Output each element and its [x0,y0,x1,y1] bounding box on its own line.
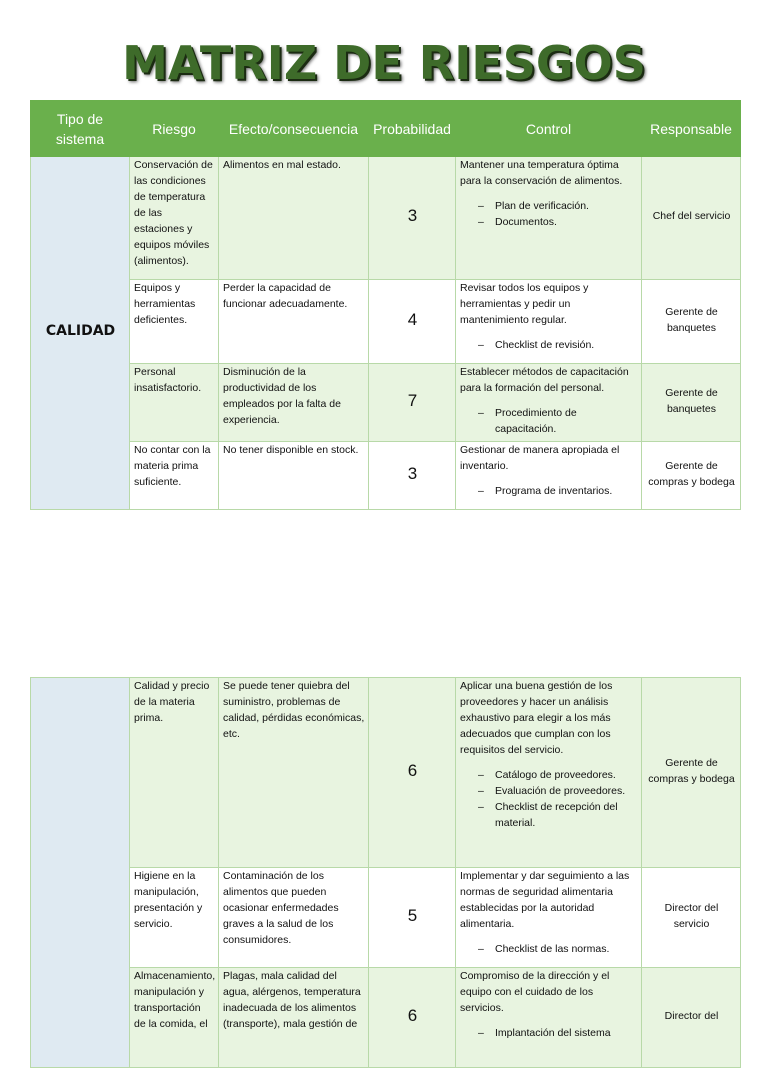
control-list-item: – Checklist de las normas. [460,941,638,957]
control-list [460,198,638,230]
responsable-cell: Gerente de compras y bodega [642,678,741,868]
riesgo-cell: Personal insatisfactorio. [130,364,219,442]
probabilidad-cell: 3 [369,442,456,510]
responsable-cell: Director del servicio [642,868,741,968]
table-row [31,280,741,364]
table-header-row [31,101,741,157]
control-cell [456,442,642,510]
riesgo-cell: Higiene en la manipulación, presentación y servicio. [130,868,219,968]
probabilidad-cell: 6 [369,968,456,1068]
responsable-cell: Director del [642,968,741,1068]
responsable-cell: Gerente de banquetes [642,364,741,442]
header-efecto: Efecto/consecuencia [219,101,369,157]
table-row [31,364,741,442]
table-row [31,157,741,280]
efecto-cell: Plagas, mala calidad del agua, alérgenos, temperatura inadecuada de los alimentos (transporte), mala gestión de [219,968,369,1068]
control-list-item: – Checklist de revisión. [460,337,638,353]
category-cell-calidad: CALIDAD [31,157,130,510]
probabilidad-cell: 5 [369,868,456,968]
riesgo-cell: Equipos y herramientas deficientes. [130,280,219,364]
risk-matrix-table [30,100,741,510]
table-row [31,678,741,868]
efecto-cell: Perder la capacidad de funcionar adecuadamente. [219,280,369,364]
control-cell [456,280,642,364]
header-control: Control [456,101,642,157]
table-row [31,442,741,510]
control-cell [456,157,642,280]
riesgo-cell: No contar con la materia prima suficiente. [130,442,219,510]
control-text: Establecer métodos de capacitación para la formación del personal. [460,366,629,394]
control-list-item: – Checklist de recepción del material. [460,799,638,831]
efecto-cell: Alimentos en mal estado. [219,157,369,280]
probabilidad-cell: 3 [369,157,456,280]
probabilidad-cell: 7 [369,364,456,442]
efecto-cell: No tener disponible en stock. [219,442,369,510]
control-list-item: – Evaluación de proveedores. [460,783,638,799]
risk-matrix-table-continued [30,677,741,1068]
responsable-cell: Gerente de compras y bodega [642,442,741,510]
control-list [460,483,638,499]
control-list-item: – Programa de inventarios. [460,483,638,499]
control-cell [456,678,642,868]
header-riesgo: Riesgo [130,101,219,157]
table-row [31,968,741,1068]
header-tipo-sistema: Tipo de sistema [31,101,130,157]
efecto-cell: Contaminación de los alimentos que pueden ocasionar enfermedades graves a la salud de los consumidores. [219,868,369,968]
control-list-item: – Catálogo de proveedores. [460,767,638,783]
control-list-item: – Plan de verificación. [460,198,638,214]
control-text: Revisar todos los equipos y herramientas y pedir un mantenimiento regular. [460,282,589,326]
responsable-cell: Gerente de banquetes [642,280,741,364]
header-responsable: Responsable [642,101,741,157]
control-text: Aplicar una buena gestión de los proveedores y hacer un análisis exhaustivo para elegir a los más adecuados que cumplan con los requisitos del servicio. [460,680,613,756]
control-text: Compromiso de la dirección y el equipo con el cuidado de los servicios. [460,970,610,1014]
control-list-item: – Procedimiento de capacitación. [460,405,638,437]
control-cell [456,364,642,442]
responsable-cell: Chef del servicio [642,157,741,280]
control-text: Implementar y dar seguimiento a las normas de seguridad alimentaria establecidas por la autoridad alimentaria. [460,870,630,930]
probabilidad-cell: 4 [369,280,456,364]
riesgo-cell: Almacenamiento, manipulación y transportación de la comida, el [130,968,219,1068]
category-cell [31,678,130,1068]
riesgo-cell: Conservación de las condiciones de temperatura de las estaciones y equipos móviles (alimentos). [130,157,219,280]
table-row [31,868,741,968]
control-list [460,1025,638,1041]
control-list [460,767,638,831]
efecto-cell: Disminución de la productividad de los empleados por la falta de experiencia. [219,364,369,442]
control-list-item: – Implantación del sistema [460,1025,638,1041]
control-cell [456,868,642,968]
control-list [460,337,638,353]
control-cell [456,968,642,1068]
riesgo-cell: Calidad y precio de la materia prima. [130,678,219,868]
control-text: Gestionar de manera apropiada el inventario. [460,444,620,472]
control-list-item: – Documentos. [460,214,638,230]
efecto-cell: Se puede tener quiebra del suministro, problemas de calidad, pérdidas económicas, etc. [219,678,369,868]
probabilidad-cell: 6 [369,678,456,868]
control-list [460,941,638,957]
header-probabilidad: Probabilidad [369,101,456,157]
control-text: Mantener una temperatura óptima para la conservación de alimentos. [460,159,623,187]
page-title: MATRIZ DE RIESGOS [122,36,646,90]
control-list [460,405,638,437]
